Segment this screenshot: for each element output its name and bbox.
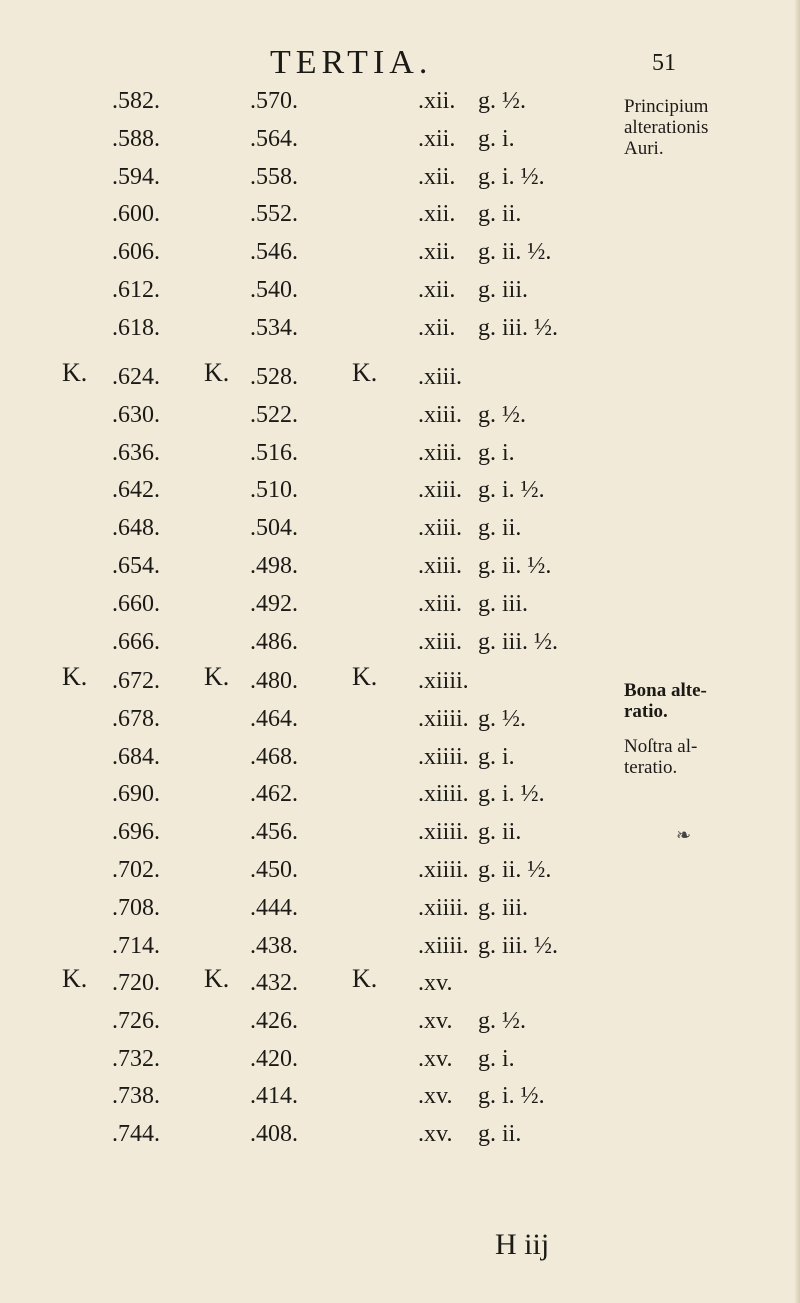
number-a: .684. [112,743,160,770]
k-marker: K. [204,662,230,691]
grain-value: g. i. [478,743,515,770]
number-b: .444. [250,894,298,921]
numeral: .xiii. [418,477,463,504]
number-b: .432. [250,970,298,996]
margin-note-line: alterationis [624,117,709,138]
number-b: .450. [250,857,298,883]
numeral: .xiiii. [418,857,469,883]
grain-value: g. ii. ½. [478,553,552,579]
table-row [0,553,620,593]
number-b: .426. [250,1007,298,1034]
number-b: .522. [250,401,298,428]
table-row [0,933,620,973]
table-row [0,781,620,821]
number-a: .636. [112,439,160,466]
table-row [0,201,620,241]
number-b: .534. [250,314,298,341]
numeral: .xv. [418,1083,453,1110]
number-a: .648. [112,515,160,542]
k-marker: K. [62,662,88,691]
page-number: 51 [652,50,676,76]
table-row [0,1121,620,1161]
numeral: .xii. [418,125,456,152]
numeral: .xii. [418,239,456,266]
number-a: .618. [112,314,160,341]
table-row [0,164,620,204]
numeral: .xiiii. [418,781,469,808]
numeral: .xiiii. [418,819,469,846]
table-row [0,706,620,746]
number-a: .612. [112,277,160,303]
grain-value: g. iii. ½. [478,932,559,959]
number-b: .558. [250,163,298,190]
numeral: .xii. [418,201,456,228]
number-b: .420. [250,1045,298,1072]
numeral: .xiiii. [418,705,469,732]
numeral: .xii. [418,163,456,190]
grain-value: g. i. ½. [478,781,545,808]
number-b: .510. [250,477,298,504]
number-b: .456. [250,819,298,846]
number-b: .492. [250,590,298,617]
table-row [0,239,620,279]
grain-value: g. i. [478,439,515,466]
number-b: .552. [250,201,298,228]
numeral: .xiiii. [418,894,469,921]
number-b: .480. [250,668,298,694]
numeral: .xiii. [418,628,463,655]
number-a: .714. [112,932,160,959]
grain-value: g. iii. [478,894,529,921]
number-a: .732. [112,1045,160,1072]
numeral: .xiii. [418,515,463,542]
margin-note [624,680,794,722]
numeral: .xv. [418,1121,453,1148]
number-a: .666. [112,628,160,655]
grain-value: g. iii. ½. [478,314,559,341]
number-b: .408. [250,1121,298,1148]
table-row [0,857,620,897]
numeral: .xv. [418,1045,453,1072]
grain-value: g. ½. [478,88,526,114]
margin-note [624,736,794,778]
grain-value: g. ½. [478,1007,526,1034]
margin-note-line: ratio. [624,701,668,722]
number-a: .726. [112,1007,160,1034]
numeral: .xiiii. [418,743,469,770]
table-row [0,477,620,517]
table-row [0,277,620,317]
number-b: .564. [250,125,298,152]
margin-note-line: Bona alte- [624,680,707,701]
table-row [0,402,620,442]
numeral: .xii. [418,277,456,303]
number-a: .744. [112,1121,160,1148]
number-a: .624. [112,364,160,390]
number-b: .570. [250,88,298,114]
numeral: .xiii. [418,590,463,617]
number-a: .660. [112,590,160,617]
table-row [0,1046,620,1086]
table-row [0,440,620,480]
table-row [0,970,620,1010]
grain-value: g. i. ½. [478,477,545,504]
number-a: .738. [112,1083,160,1110]
table-row [0,126,620,166]
number-b: .438. [250,932,298,959]
number-a: .642. [112,477,160,504]
grain-value: g. ½. [478,401,526,428]
numeral: .xv. [418,970,453,996]
number-a: .708. [112,894,160,921]
table-row [0,88,620,128]
numeral: .xiiii. [418,932,469,959]
number-b: .498. [250,553,298,579]
grain-value: g. ii. ½. [478,239,552,266]
k-marker: K. [352,662,378,691]
number-a: .690. [112,781,160,808]
number-a: .696. [112,819,160,846]
table-row [0,744,620,784]
table-row [0,895,620,935]
grain-value: g. i. ½. [478,1083,545,1110]
number-a: .672. [112,668,160,694]
k-marker: K. [204,358,230,387]
k-marker: K. [352,358,378,387]
grain-value: g. ½. [478,705,526,732]
grain-value: g. i. [478,125,515,152]
table-row [0,629,620,669]
k-marker: K. [62,358,88,387]
margin-note-line: Principium [624,96,709,117]
numeral: .xiii. [418,553,463,579]
number-b: .546. [250,239,298,266]
table-row [0,668,620,708]
grain-value: g. ii. [478,1121,522,1148]
number-a: .588. [112,125,160,152]
k-marker: K. [352,964,378,993]
grain-value: g. i. [478,1045,515,1072]
grain-value: g. ii. [478,201,522,228]
margin-note-line: teratio. [624,757,678,778]
margin-note [624,96,794,159]
table-row [0,819,620,859]
grain-value: g. iii. [478,277,529,303]
table-row [0,1083,620,1123]
grain-value: g. ii. [478,819,522,846]
margin-note-line: Noſtra al- [624,736,698,757]
table-row [0,315,620,355]
number-b: .504. [250,515,298,542]
grain-value: g. ii. ½. [478,857,552,883]
number-a: .582. [112,88,160,114]
grain-value: g. ii. [478,515,522,542]
margin-note-line: Auri. [624,138,664,159]
numeral: .xiii. [418,364,463,390]
number-b: .464. [250,705,298,732]
number-b: .540. [250,277,298,303]
number-b: .468. [250,743,298,770]
numeral: .xiii. [418,439,463,466]
k-marker: K. [204,964,230,993]
running-head: TERTIA. [270,44,433,81]
k-marker: K. [62,964,88,993]
number-a: .606. [112,239,160,266]
ornament-mark: ❧ [676,825,692,845]
signature-mark: H iij [495,1228,550,1261]
grain-value: g. iii. ½. [478,628,559,655]
number-b: .528. [250,364,298,390]
number-b: .414. [250,1083,298,1110]
numeral: .xiii. [418,401,463,428]
grain-value: g. iii. [478,590,529,617]
table-row [0,1008,620,1048]
number-a: .594. [112,163,160,190]
grain-value: g. i. ½. [478,163,545,190]
numeral: .xii. [418,88,456,114]
number-a: .654. [112,553,160,579]
number-a: .678. [112,705,160,732]
table-row [0,515,620,555]
number-a: .702. [112,857,160,883]
table-row [0,364,620,404]
number-b: .516. [250,439,298,466]
table-row [0,591,620,631]
number-b: .486. [250,628,298,655]
number-a: .720. [112,970,160,996]
number-a: .600. [112,201,160,228]
numeral: .xv. [418,1007,453,1034]
numeral: .xiiii. [418,668,469,694]
numeral: .xii. [418,314,456,341]
number-a: .630. [112,401,160,428]
page-edge [794,0,800,1303]
number-b: .462. [250,781,298,808]
